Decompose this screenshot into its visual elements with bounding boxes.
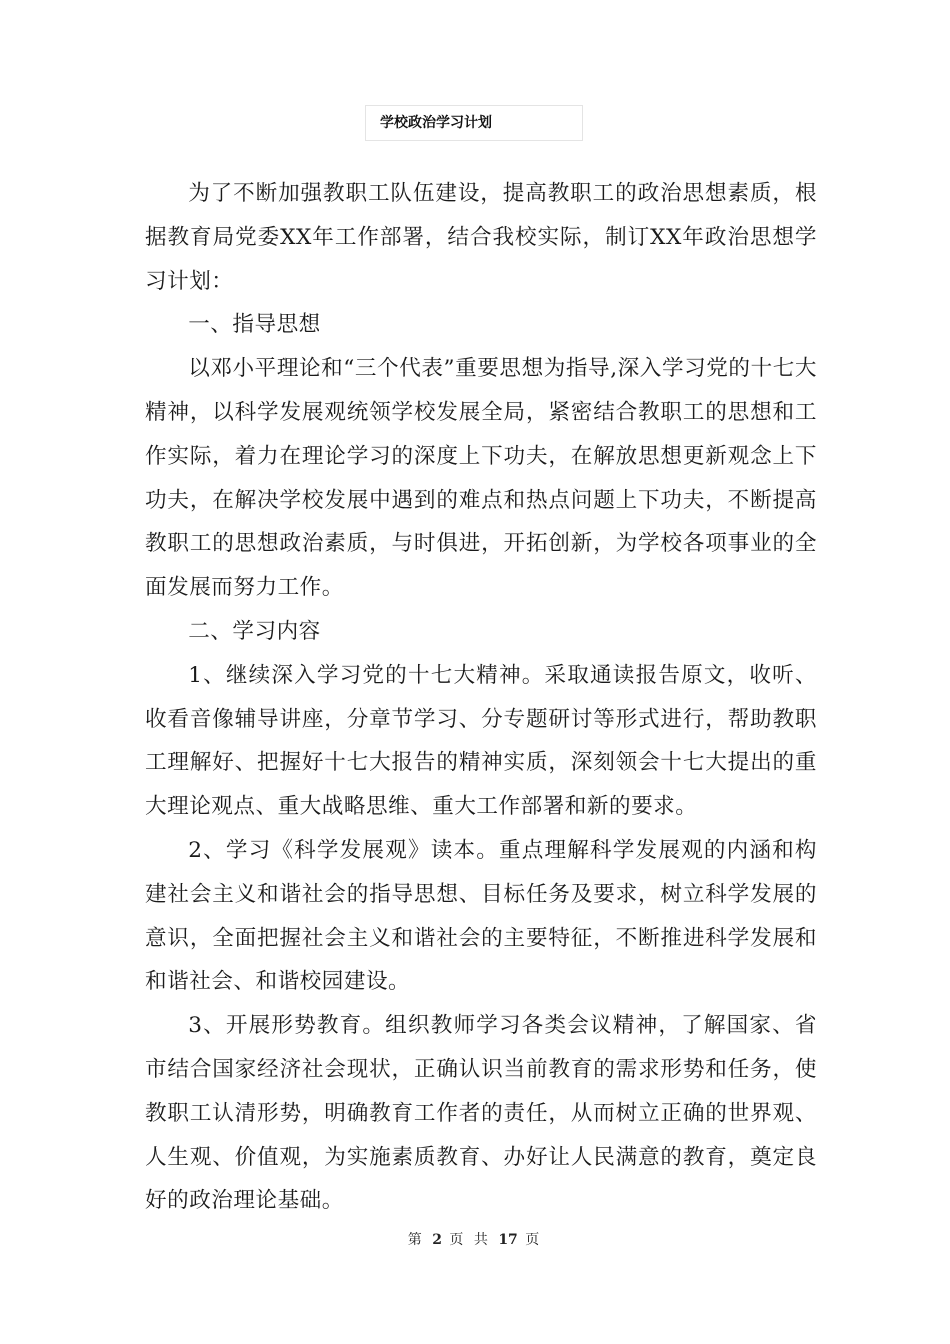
document-body [145, 172, 817, 1223]
study-item-2: 2、学习《科学发展观》读本。重点理解科学发展观的内涵和构建社会主义和谐社会的指导思想、目标任务及要求，树立科学发展的意识，全面把握社会主义和谐社会的主要特征，不断推进科学发展和和谐社会、和谐校园建设。 [145, 837, 817, 995]
title-box [365, 105, 583, 141]
study-item-1: 1、继续深入学习党的十七大精神。采取通读报告原文，收听、收看音像辅导讲座，分章节学习、分专题研讨等形式进行，帮助教职工理解好、把握好十七大报告的精神实质，深刻领会十七大提出的重大理论观点、重大战略思维、重大工作部署和新的要求。 [145, 662, 817, 820]
section-heading-study-content: 二、学习内容 [188, 618, 321, 644]
section-heading-guiding-ideology: 一、指导思想 [188, 312, 321, 338]
page-footer [0, 1230, 950, 1250]
footer-suffix: 页 [525, 1232, 543, 1248]
total-page-number: 17 [498, 1232, 518, 1248]
footer-middle: 页 共 [449, 1232, 491, 1248]
guiding-ideology-paragraph: 以邓小平理论和“三个代表”重要思想为指导,深入学习党的十七大精神，以科学发展观统领学校发展全局，紧密结合教职工的思想和工作实际，着力在理论学习的深度上下功夫，在解放思想更新观念上下功夫，在解决学校发展中遇到的难点和热点问题上下功夫，不断提高教职工的思想政治素质，与时俱进，开拓创新，为学校各项事业的全面发展而努力工作。 [145, 356, 817, 601]
study-item-3: 3、开展形势教育。组织教师学习各类会议精神，了解国家、省市结合国家经济社会现状，正确认识当前教育的需求形势和任务，使教职工认清形势，明确教育工作者的责任，从而树立正确的世界观、人生观、价值观，为实施素质教育、办好让人民满意的教育，奠定良好的政治理论基础。 [145, 1013, 817, 1214]
intro-paragraph: 为了不断加强教职工队伍建设，提高教职工的政治思想素质，根据教育局党委XX年工作部署，结合我校实际，制订XX年政治思想学习计划： [145, 181, 817, 294]
current-page-number: 2 [432, 1232, 442, 1248]
footer-prefix: 第 [407, 1232, 425, 1248]
document-title: 学校政治学习计划 [380, 115, 492, 131]
